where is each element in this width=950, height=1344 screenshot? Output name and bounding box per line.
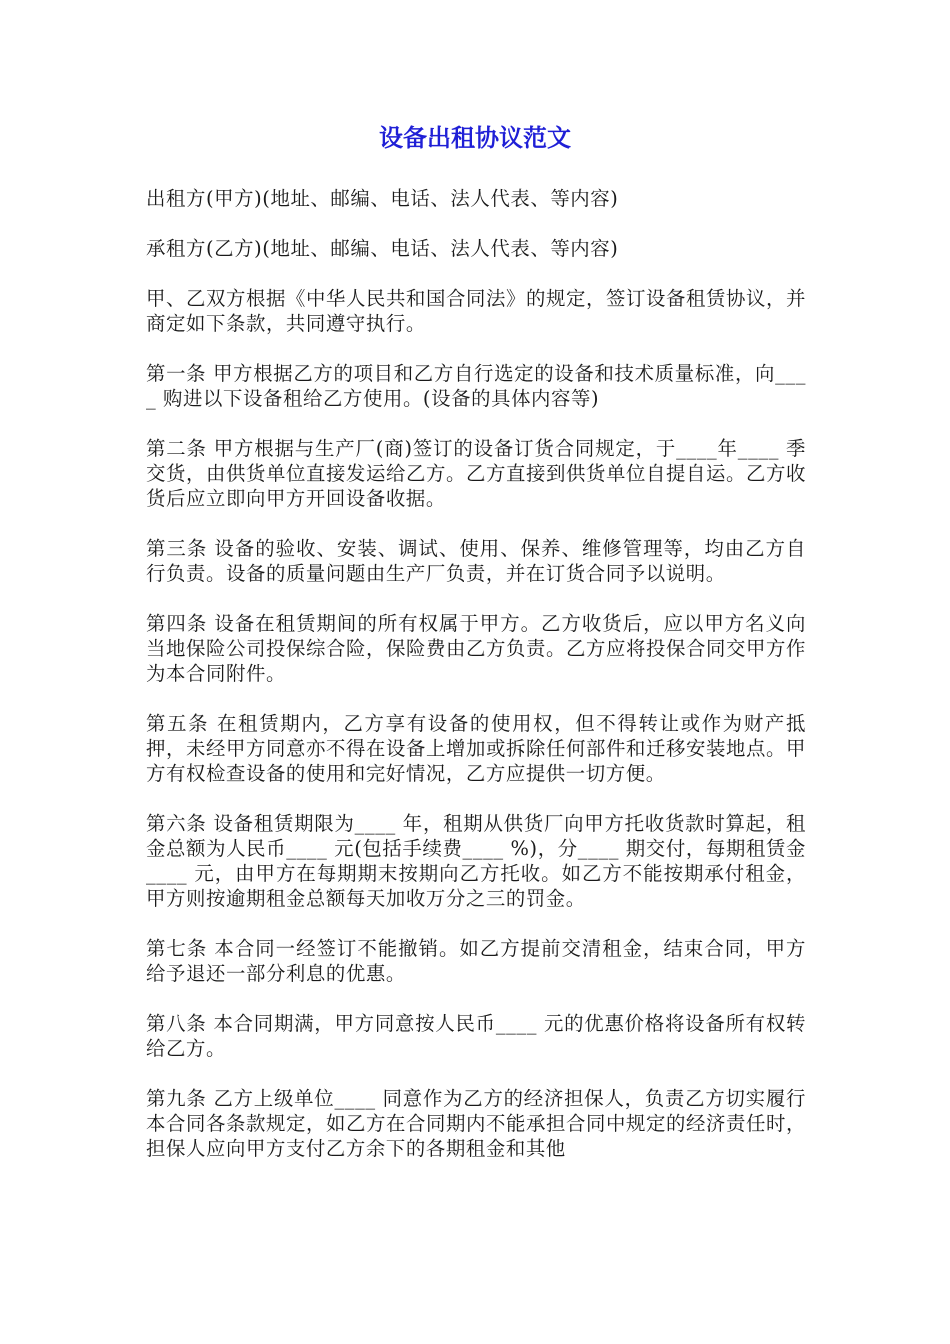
article-9: 第九条 乙方上级单位____ 同意作为乙方的经济担保人，负责乙方切实履行本合同各条款规定，如乙方在合同期内不能承担合同中规定的经济责任时，担保人应向甲方支付乙方余下的各期租金和其他 xyxy=(146,1087,806,1160)
article-5: 第五条 在租赁期内，乙方享有设备的使用权，但不得转让或作为财产抵押，未经甲方同意亦不得在设备上增加或拆除任何部件和迁移安装地点。甲方有权检查设备的使用和完好情况，乙方应提供一切方便。 xyxy=(146,712,806,785)
article-2: 第二条 甲方根据与生产厂(商)签订的设备订货合同规定，于____年____ 季交货，由供货单位直接发运给乙方。乙方直接到供货单位自提自运。乙方收货后应立即向甲方开回设备收据。 xyxy=(146,437,806,510)
party-a-line: 出租方(甲方)(地址、邮编、电话、法人代表、等内容) xyxy=(146,187,619,210)
article-4: 第四条 设备在租赁期间的所有权属于甲方。乙方收货后，应以甲方名义向当地保险公司投保综合险，保险费由乙方负责。乙方应将投保合同交甲方作为本合同附件。 xyxy=(146,612,806,685)
preamble-paragraph: 甲、乙双方根据《中华人民共和国合同法》的规定，签订设备租赁协议，并商定如下条款，共同遵守执行。 xyxy=(146,287,806,335)
document-body xyxy=(146,186,806,1186)
article-1: 第一条 甲方根据乙方的项目和乙方自行选定的设备和技术质量标准，向____ 购进以下设备租给乙方使用。(设备的具体内容等) xyxy=(146,362,806,410)
document-title: 设备出租协议范文 xyxy=(379,124,571,152)
article-8: 第八条 本合同期满，甲方同意按人民币____ 元的优惠价格将设备所有权转给乙方。 xyxy=(146,1012,806,1060)
party-b-line: 承租方(乙方)(地址、邮编、电话、法人代表、等内容) xyxy=(146,237,619,260)
article-3: 第三条 设备的验收、安装、调试、使用、保养、维修管理等，均由乙方自行负责。设备的质量问题由生产厂负责，并在订货合同予以说明。 xyxy=(146,537,806,585)
article-7: 第七条 本合同一经签订不能撤销。如乙方提前交清租金，结束合同，甲方给予退还一部分利息的优惠。 xyxy=(146,937,806,985)
article-6: 第六条 设备租赁期限为____ 年，租期从供货厂向甲方托收货款时算起，租金总额为人民币____ 元(包括手续费____ %)，分____ 期交付，每期租赁金____ 元，由甲方在每期期末按期向乙方托收。如乙方不能按期承付租金，甲方则按逾期租金总额每天加收万分之三的罚金。 xyxy=(146,812,806,910)
